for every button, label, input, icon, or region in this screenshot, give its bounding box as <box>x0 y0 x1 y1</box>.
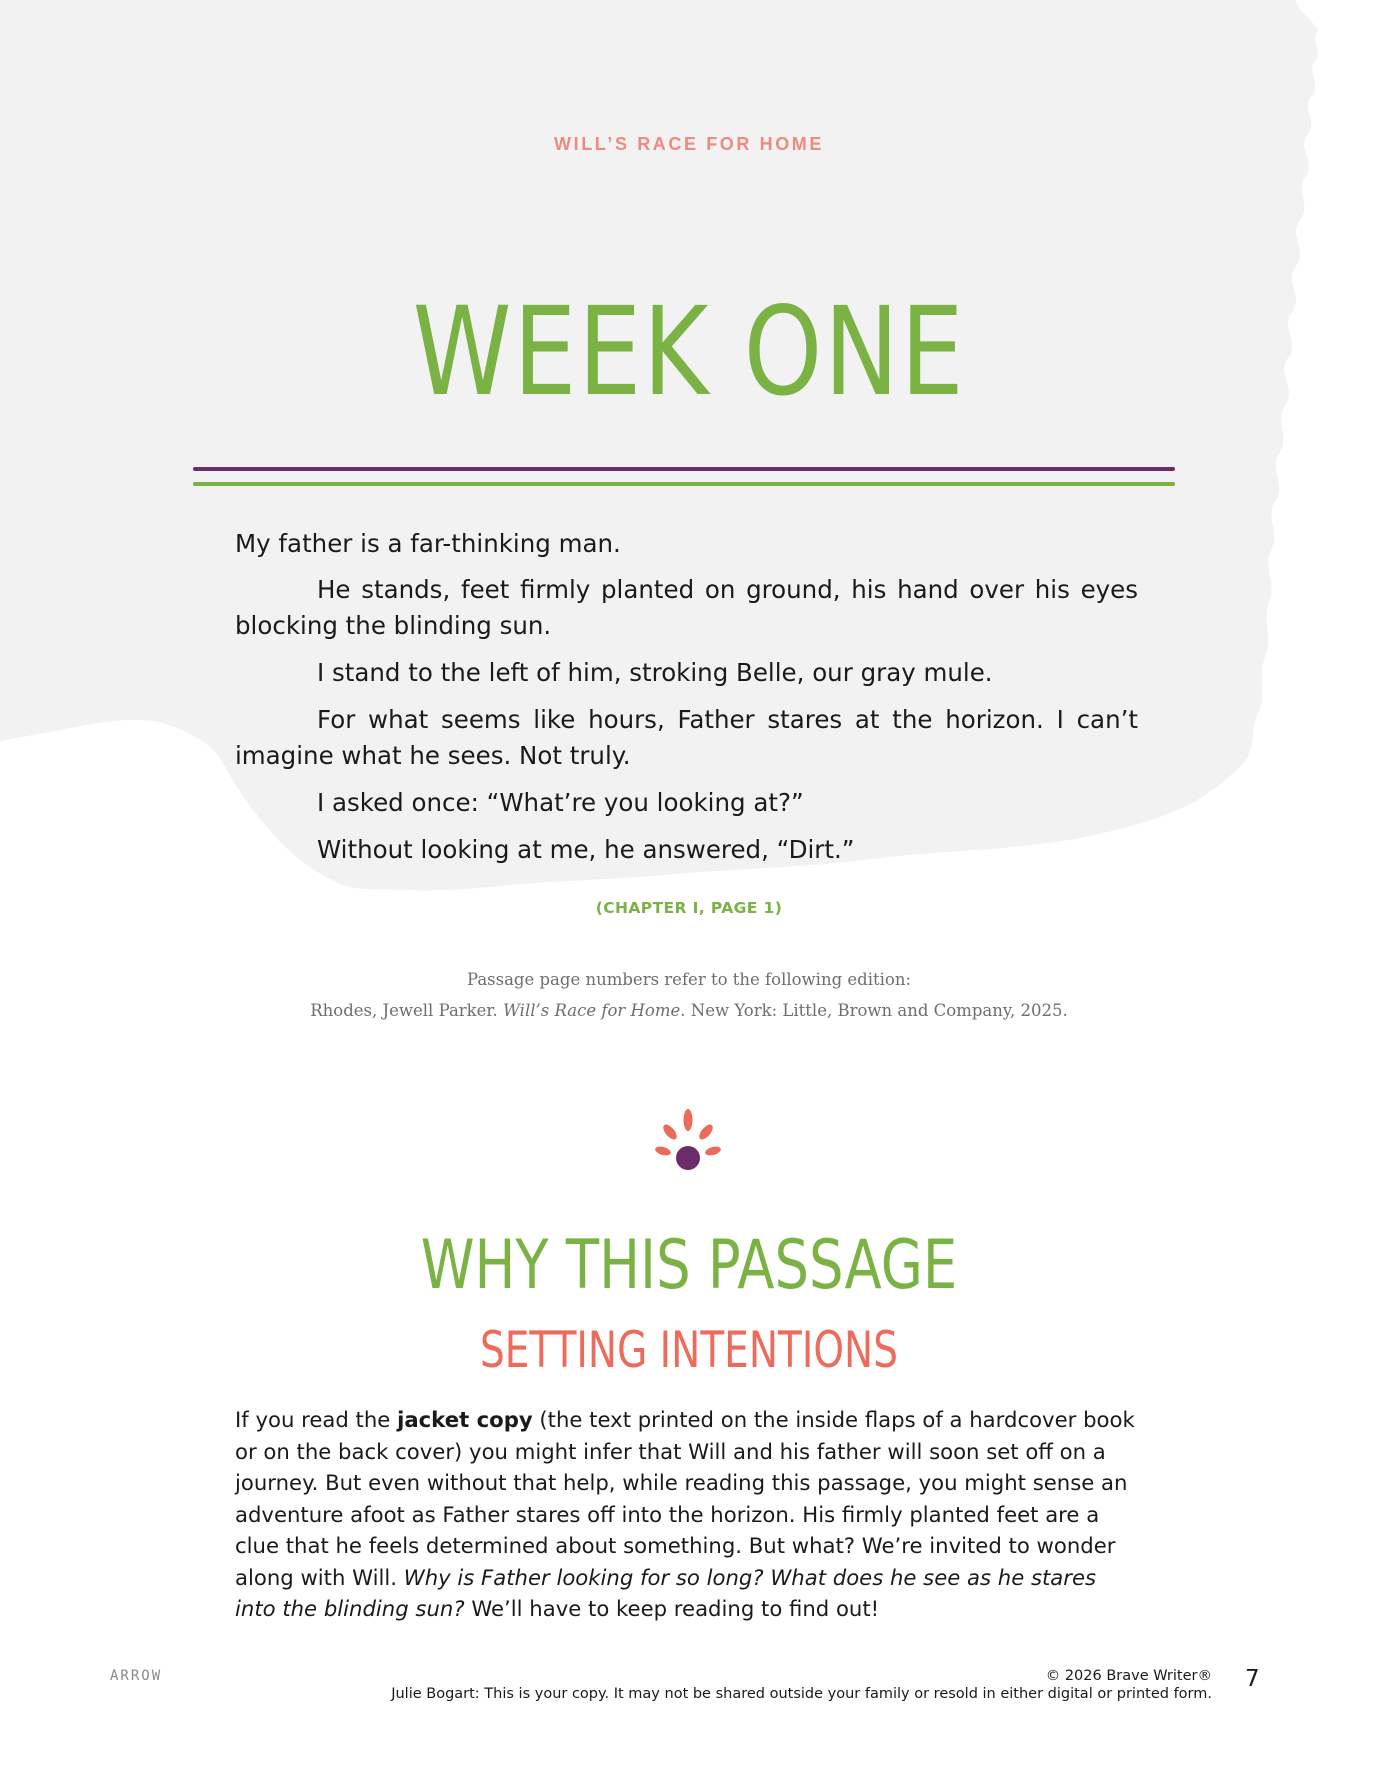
footer-brand: ARROW <box>110 1668 163 1684</box>
book-passage <box>235 526 1138 879</box>
flower-burst-icon <box>648 1106 728 1186</box>
passage-paragraph: My father is a far-thinking man. <box>235 529 621 558</box>
book-title-header: WILL’S RACE FOR HOME <box>554 134 824 154</box>
body-text-segment: (the text printed on the inside flaps of a hardcover book or on the back cover) you might infer that Will and his father will soon set off on a journey. But even without that help, while reading this passage, you might sense an adventure afoot as Father stares off into the horizon. His firmly planted feet are a clue that he feels determined about something. But what? We’re invited to wonder along with Will. <box>235 1407 1135 1590</box>
green-divider-rule <box>193 482 1175 486</box>
section-body-text <box>235 1404 1138 1625</box>
edition-note <box>0 964 1378 1026</box>
body-text-segment: We’ll have to keep reading to find out! <box>464 1596 880 1621</box>
section-subtitle: SETTING INTENTIONS <box>480 1321 898 1379</box>
body-italic-questions: Why is Father looking for so long? What does he see as he stares into the blinding sun? <box>235 1564 1097 1621</box>
edition-publisher: . New York: Little, Brown and Company, 2025. <box>680 1001 1068 1020</box>
purple-divider-rule <box>193 467 1175 471</box>
passage-paragraph: He stands, feet firmly planted on ground, his hand over his eyes blocking the blinding sun. <box>235 575 1138 640</box>
passage-paragraph: For what seems like hours, Father stares at the horizon. I can’t imagine what he sees. Not truly. <box>235 705 1138 770</box>
page-number: 7 <box>1245 1666 1260 1692</box>
edition-note-intro: Passage page numbers refer to the following edition: <box>466 970 912 989</box>
passage-paragraph: Without looking at me, he answered, “Dirt.” <box>317 835 855 864</box>
passage-paragraph: I asked once: “What’re you looking at?” <box>317 788 804 817</box>
week-title: WEEK ONE <box>412 281 966 423</box>
passage-citation: (CHAPTER I, PAGE 1) <box>595 899 783 917</box>
footer-copyright-block <box>391 1667 1212 1703</box>
passage-paragraph: I stand to the left of him, stroking Belle, our gray mule. <box>317 658 993 687</box>
copyright-line: © 2026 Brave Writer® <box>1045 1668 1212 1684</box>
jacket-copy-term: jacket copy <box>397 1407 533 1432</box>
section-title: WHY THIS PASSAGE <box>420 1226 958 1305</box>
edition-author: Rhodes, Jewell Parker. <box>310 1001 498 1020</box>
license-notice: Julie Bogart: This is your copy. It may not be shared outside your family or resold in either digital or printed form. <box>391 1686 1212 1702</box>
edition-book-title: Will’s Race for Home <box>503 1001 681 1020</box>
edition-reference <box>0 995 1378 1026</box>
body-text-segment: If you read the <box>235 1407 398 1432</box>
